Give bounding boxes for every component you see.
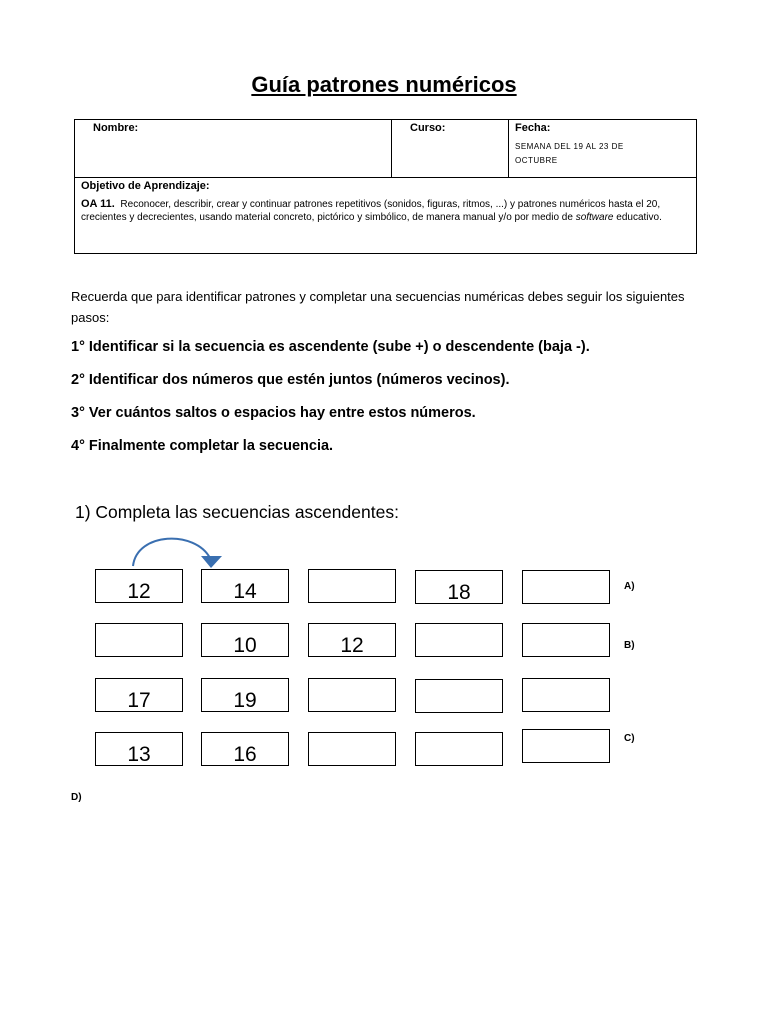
- sequence-cell[interactable]: [522, 623, 610, 657]
- student-info-table: [74, 119, 697, 254]
- row-label-c: C): [624, 733, 635, 744]
- step-3: 3° Ver cuántos saltos o espacios hay entre estos números.: [71, 405, 476, 421]
- sequence-cell[interactable]: [522, 678, 610, 712]
- fecha-value-line1: SEMANA DEL 19 AL 23 DE: [515, 142, 624, 151]
- sequence-cell[interactable]: 10: [201, 623, 289, 657]
- objetivo-cell: [75, 178, 697, 254]
- sequence-cell[interactable]: [308, 732, 396, 766]
- row-label-b: B): [624, 640, 635, 651]
- sequence-cell[interactable]: [308, 678, 396, 712]
- objetivo-label: Objetivo de Aprendizaje:: [81, 180, 210, 192]
- fecha-cell: [509, 120, 697, 178]
- sequence-cell[interactable]: [522, 729, 610, 763]
- sequence-cell[interactable]: 12: [308, 623, 396, 657]
- sequence-cell[interactable]: 18: [415, 570, 503, 604]
- sequence-cell[interactable]: [522, 570, 610, 604]
- oa-text-2: educativo.: [613, 212, 662, 223]
- sequence-cell[interactable]: 14: [201, 569, 289, 603]
- sequence-cell[interactable]: 16: [201, 732, 289, 766]
- intro-text: Recuerda que para identificar patrones y completar una secuencias numéricas debes seguir los siguientes pasos:: [71, 289, 685, 325]
- oa-text-italic: software: [575, 212, 614, 223]
- fecha-label: Fecha:: [515, 122, 551, 134]
- row-label-d: D): [71, 792, 82, 803]
- fecha-value-line2: OCTUBRE: [515, 156, 558, 165]
- sequence-cell[interactable]: 13: [95, 732, 183, 766]
- objetivo-text: [81, 198, 690, 224]
- step-1: 1° Identificar si la secuencia es ascendente (sube +) o descendente (baja -).: [71, 339, 590, 355]
- sequence-cell[interactable]: [95, 623, 183, 657]
- sequence-cell[interactable]: [308, 569, 396, 603]
- oa-code: OA 11.: [81, 198, 115, 210]
- nombre-cell[interactable]: [75, 120, 392, 178]
- arrow-head: [201, 556, 222, 568]
- jump-arrow-icon: [125, 534, 235, 574]
- curso-cell[interactable]: [392, 120, 509, 178]
- nombre-label: Nombre:: [93, 122, 139, 134]
- sequence-cell[interactable]: [415, 679, 503, 713]
- oa-text-1: Reconocer, describir, crear y continuar patrones repetitivos (sonidos, figuras, ritmos, ...) y patrones numéricos hasta el 20, crecientes y decrecientes, usando material concreto, pictórico y simbólico, de manera manual y/o por medio de: [81, 199, 661, 223]
- sequence-cell[interactable]: 19: [201, 678, 289, 712]
- sequence-cell[interactable]: 17: [95, 678, 183, 712]
- exercise-title: 1) Completa las secuencias ascendentes:: [75, 502, 399, 522]
- step-2: 2° Identificar dos números que estén juntos (números vecinos).: [71, 372, 510, 388]
- page-title: Guía patrones numéricos: [251, 72, 517, 97]
- step-4: 4° Finalmente completar la secuencia.: [71, 438, 334, 454]
- sequence-cell[interactable]: [415, 623, 503, 657]
- row-label-a: A): [624, 581, 635, 592]
- sequence-cell[interactable]: [415, 732, 503, 766]
- arrow-curve: [133, 539, 210, 566]
- curso-label: Curso:: [410, 122, 446, 134]
- fecha-value: [515, 140, 696, 168]
- sequence-cell[interactable]: 12: [95, 569, 183, 603]
